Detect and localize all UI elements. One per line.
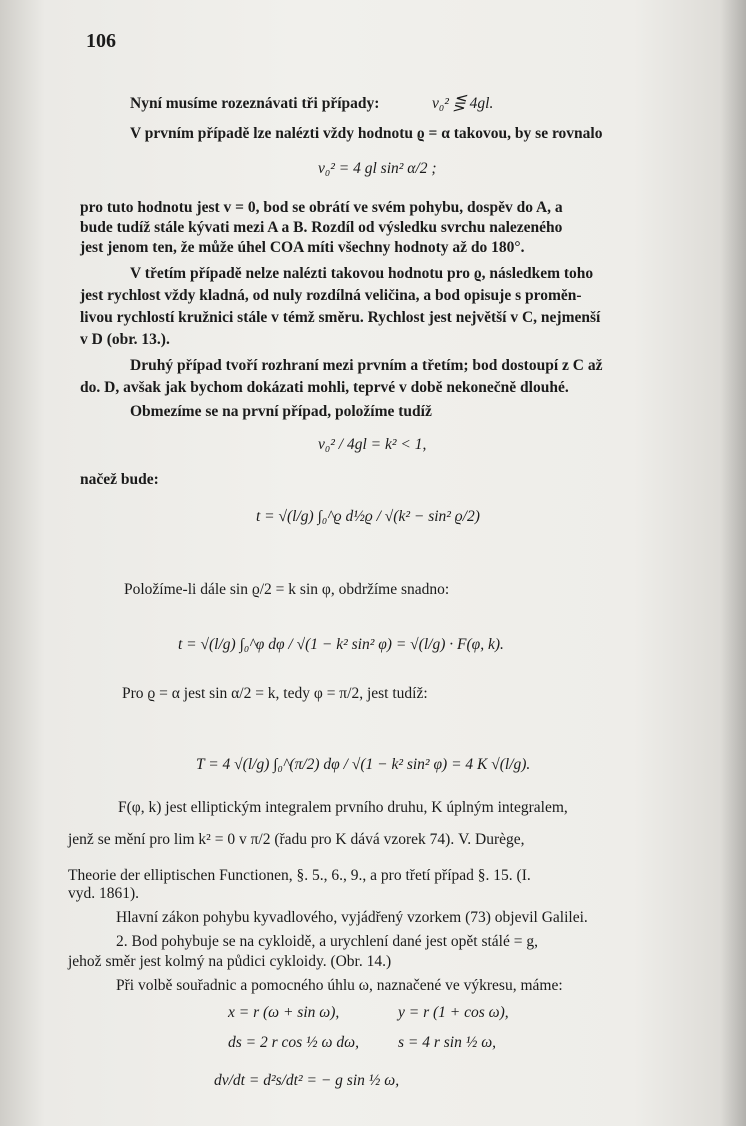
text-line-3: pro tuto hodnotu jest v = 0, bod se obrátí ve svém pohybu, dospěv do A, a — [80, 199, 563, 216]
text-line-17: jenž se mění pro lim k² = 0 v π/2 (řadu pro K dává vzorek 74). V. Durège, — [68, 831, 525, 848]
text-line-14: Položíme-li dále sin ϱ/2 = k sin φ, obdržíme snadno: — [124, 581, 450, 598]
equation-4: t = √(l/g) ∫₀^φ dφ / √(1 − k² sin² φ) = √(l/g) · F(φ, k). — [178, 636, 504, 653]
equation-6a: x = r (ω + sin ω), — [228, 1004, 340, 1021]
equation-3: t = √(l/g) ∫₀^ϱ d½ϱ / √(k² − sin² ϱ/2) — [256, 508, 480, 525]
text-line-22: jehož směr jest kolmý na půdici cykloidy. (Obr. 14.) — [68, 953, 392, 970]
text-line-13: načež bude: — [80, 471, 159, 488]
text-line-21: 2. Bod pohybuje se na cykloidě, a urychlení dané jest opět stálé = g, — [116, 933, 538, 950]
page-number: 106 — [86, 30, 116, 52]
text-line-2: V prvním případě lze nalézti vždy hodnotu ϱ = α takovou, by se rovnalo — [130, 125, 603, 142]
text-line-4: bude tudíž stále kývati mezi A a B. Rozdíl od výsledku svrchu nalezeného — [80, 219, 563, 236]
equation-cases: v₀² ⋚ 4gl. — [432, 95, 494, 112]
text-line-19: vyd. 1861). — [68, 885, 140, 902]
text-line-6: V třetím případě nelze nalézti takovou hodnotu pro ϱ, následkem toho — [130, 265, 594, 282]
text-line-5: jest jenom ten, že může úhel COA míti všechny hodnoty až do 180°. — [80, 239, 525, 256]
text-line-11: do. D, avšak jak bychom dokázati mohli, teprvé v době nekonečně dlouhé. — [80, 379, 569, 396]
text-line-15: Pro ϱ = α jest sin α/2 = k, tedy φ = π/2, jest tudíž: — [122, 685, 428, 702]
text-line-18: Theorie der elliptischen Functionen, §. 5., 6., 9., a pro třetí případ §. 15. (I. — [68, 867, 531, 884]
text-line-8: livou rychlostí kružnici stále v témž směru. Rychlost jest největší v C, nejmenší — [80, 309, 601, 326]
equation-7a: ds = 2 r cos ½ ω dω, — [228, 1034, 359, 1051]
text-line-23: Při volbě souřadnic a pomocného úhlu ω, naznačené ve výkresu, máme: — [116, 977, 563, 994]
text-line-9: v D (obr. 13.). — [80, 331, 170, 348]
equation-6b: y = r (1 + cos ω), — [398, 1004, 509, 1021]
equation-5: T = 4 √(l/g) ∫₀^(π/2) dφ / √(1 − k² sin² φ) = 4 K √(l/g). — [196, 756, 531, 773]
page-edge-shadow — [720, 0, 746, 1126]
equation-8: dv/dt = d²s/dt² = − g sin ½ ω, — [214, 1072, 400, 1089]
equation-2: v₀² / 4gl = k² < 1, — [318, 436, 427, 453]
text-line-20: Hlavní zákon pohybu kyvadlového, vyjádřený vzorkem (73) objevil Galilei. — [116, 909, 588, 926]
text-line-12: Obmezíme se na první případ, položíme tudíž — [130, 403, 432, 420]
text-line-1: Nyní musíme rozeznávati tři případy: — [130, 95, 380, 112]
equation-1: v₀² = 4 gl sin² α/2 ; — [318, 160, 437, 177]
equation-7b: s = 4 r sin ½ ω, — [398, 1034, 497, 1051]
text-line-16: F(φ, k) jest elliptickým integralem prvního druhu, K úplným integralem, — [118, 799, 568, 816]
text-line-7: jest rychlost vždy kladná, od nuly rozdílná veličina, a bod opisuje s proměn- — [80, 287, 582, 304]
text-line-10: Druhý případ tvoří rozhraní mezi prvním a třetím; bod dostoupí z C až — [130, 357, 603, 374]
